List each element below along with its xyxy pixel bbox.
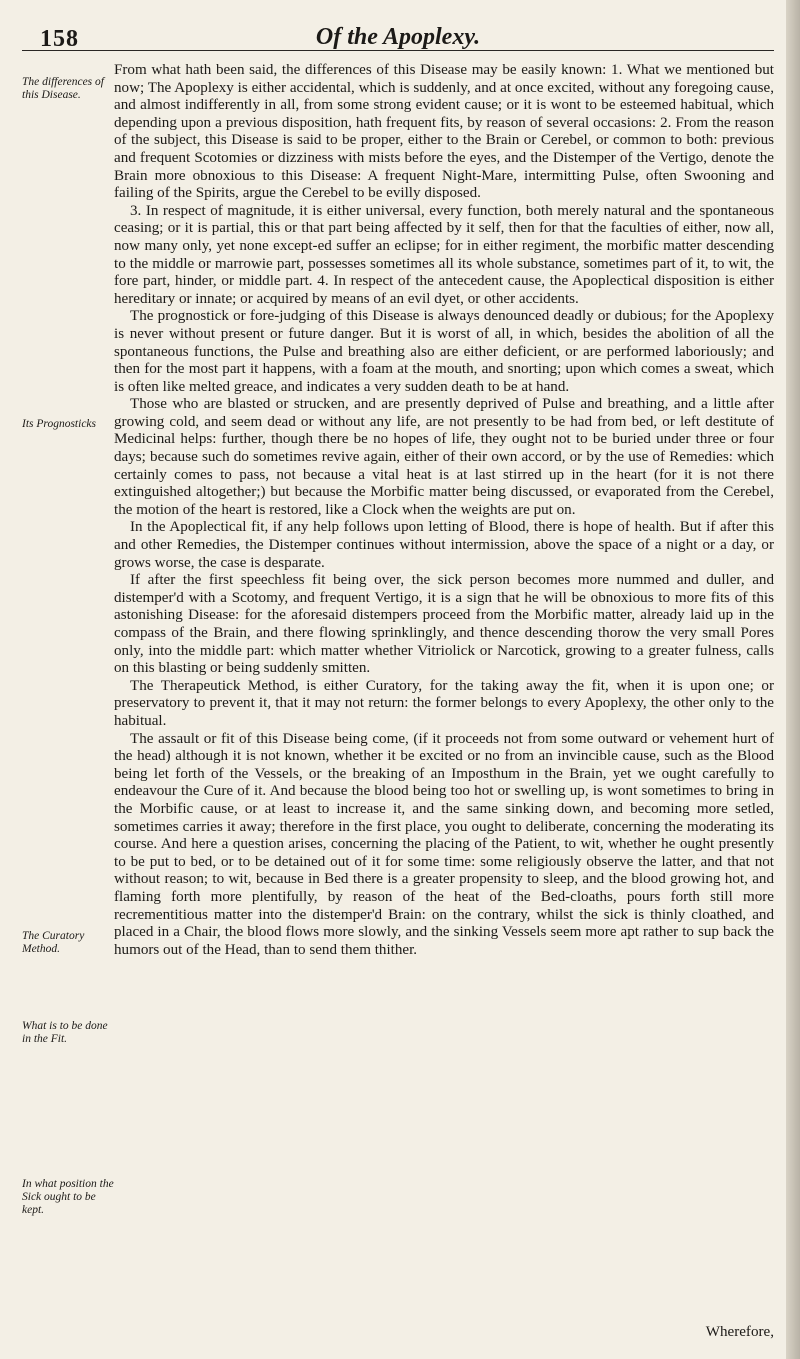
running-title: Of the Apoplexy. (315, 24, 481, 50)
margin-note-differences: The differences of this Disease. (22, 76, 104, 101)
paragraph: The assault or fit of this Disease being come, (if it proceeds not from some outward or vehement hurt of the head) although it is not known, whether it be excited or no from an invincible cause, such as the Blood being let forth of the Vessels, or the breaking of an Imposthum in the Brain, yet we ought carefully to endeavour the Cure of it. And because the blood being too hot or swelling up, is wont sometimes to bring in the Morbific cause, or at least to increase it, and the same sinking down, and becoming more setled, sometimes carries it away; therefore in the first place, you ought to deliberate, concerning the moderating its course. And here a question arises, concerning the placing of the Patient, to wit, whether he ought presently to be put to bed, or to be detained out of it for some time: some religiously observe the latter, and that not without reason; to wit, because in Bed there is a greater propensity to sleep, and the blood growing hot, and flaming forth more plentifully, by reason of the heat of the Bed-cloaths, pours forth still more recrementitious matter into the distemper'd Brain: on the contrary, whilst the sick is thinly cloathed, and placed in a Chair, the blood flows more slowly, and the sinking Vessels seem more apt rather to sup back the humors out of the Head, than to send them thither. (114, 730, 774, 958)
main-text (114, 62, 774, 959)
paragraph: The Therapeutick Method, is either Curatory, for the taking away the fit, when it is upon one; or preservatory to prevent it, that it may not return: the former belongs to every Apoplexy, the other only to the habitual. (114, 677, 774, 729)
paragraph: If after the first speechless fit being over, the sick person becomes more nummed and duller, and distemper'd with a Scotomy, and frequent Vertigo, it is a sign that he will be obnoxious to more fits of this astonishing Disease: for the aforesaid distempers proceed from the Morbific matter, already laid up in the compass of the Brain, and there flowing sprinklingly, and thence descending thorow the very small Pores only, into the middle part: which matter whether Vitriolick or Narcotick, growing to a greater fulness, calls on this blasting or being suddenly smitten. (114, 572, 774, 677)
page-number: 158 (40, 26, 79, 52)
page-header (22, 14, 774, 51)
paragraph: From what hath been said, the differences of this Disease may be easily known: 1. What we mentioned but now; The Apoplexy is either accidental, which is suddenly, and at once excited, without any foregoing cause, and almost indifferently in all, from some strong evident cause; or it is wont to be esteemed habitual, which depending upon a previous disposition, hath frequent fits, by reason of several occasions: 2. From the reason of the subject, this Disease is said to be proper, either to the Brain or Cerebel, or common to both: previous and frequent Scotomies or dizziness with mists before the eyes, and the Distemper of the Vertigo, denote the Brain more obnoxious to this Disease: A frequent Night-Mare, intermitting Pulse, often Swooning and failing of the Spirits, argue the Cerebel to be evilly disposed. (114, 62, 774, 202)
paragraph: Those who are blasted or strucken, and are presently deprived of Pulse and breathing, and a little after growing cold, and seem dead or without any life, are not presently to be had from bed, or left destitute of Medicinal helps: further, though there be no hopes of life, they ought not to be buried under three or four days; because such do sometimes revive again, either of their own accord, or by the use of Remedies: which certainly comes to pass, not because a vital heat is at last stirred up in the heart (for it is not there extinguished altogether;) but because the Morbific matter being discussed, or evaporated from the Cerebel, the motion of the heart is restored, like a Clock when the weights are put on. (114, 396, 774, 518)
page-body (22, 62, 774, 1345)
margin-note-prognosticks: Its Prognosticks (22, 418, 96, 430)
paragraph: In the Apoplectical fit, if any help follows upon letting of Blood, there is hope of health. But if after this and other Remedies, the Distemper continues without intermission, above the space of a night or a day, or grows worse, the case is desparate. (114, 519, 774, 571)
paragraph: The prognostick or fore-judging of this Disease is always denounced deadly or dubious; for the Apoplexy is never without present or future danger. But it is worst of all, in which, besides the abolition of all the spontaneous functions, the Pulse and breathing also are either deficient, or are performed laboriously; and then for the most part it happens, with a foam at the mouth, and snorting; upon which comes a sweat, which is often like melted greace, and indicates a very sudden death to be at hand. (114, 308, 774, 395)
margin-note-fit: What is to be done in the Fit. (22, 1020, 108, 1045)
margin-note-curatory-method: The Curatory Method. (22, 930, 85, 955)
paragraph: 3. In respect of magnitude, it is either universal, every function, both merely natural and the spontaneous ceasing; or it is partial, this or that part being affected by it self, then for that the faculties of either, now all, now many only, yet none except-ed suffer an eclipse; for in either regiment, the morbific matter descending to the middle or marrowie part, possesses sometimes all its whole substance, sometimes part of it, to wit, the fore part, hinder, or middle part. 4. In respect of the antecedent cause, the Apoplectical disposition is either hereditary or innate; or acquired by means of an evil dyet, or other accidents. (114, 202, 774, 307)
page-edge-shadow (786, 0, 800, 1359)
margin-note-position: In what position the Sick ought to be kept. (22, 1178, 114, 1216)
catchword: Wherefore, (705, 1324, 774, 1340)
